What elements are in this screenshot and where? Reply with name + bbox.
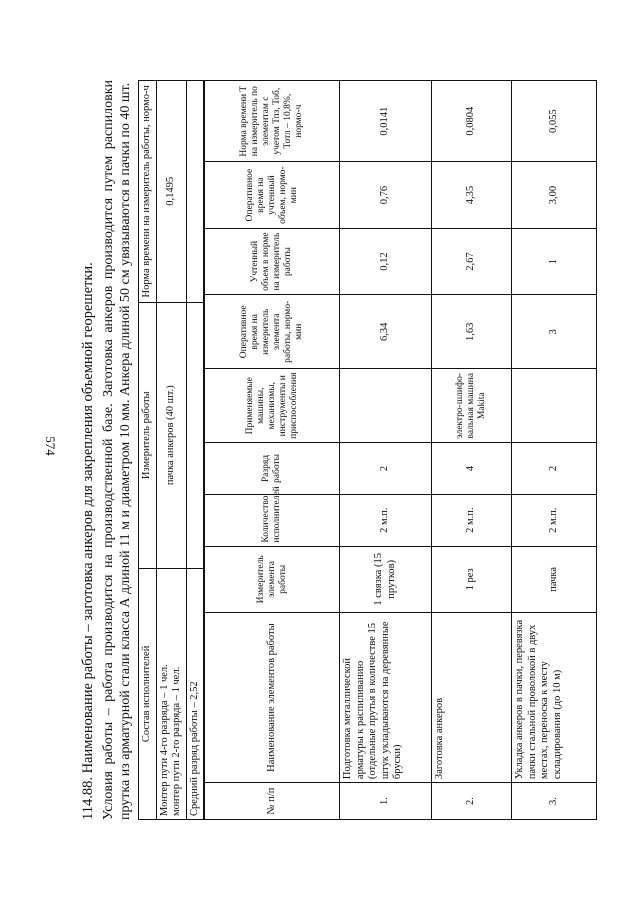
rotated-page-content <box>80 80 563 820</box>
elements-table <box>204 80 597 820</box>
col-header-tools: Применяемые машины, механизмы, инструменты и приспособления <box>205 369 340 443</box>
row-workers: 2 м.п. <box>340 494 432 546</box>
col-header-volume: Учтенный объем в норме на измеритель работы <box>205 228 340 295</box>
col-header-workers: Количество исполнителей <box>205 494 340 546</box>
empty-cell <box>186 81 204 303</box>
row-norm: 0,0804 <box>432 81 512 162</box>
row-num: 3. <box>512 783 597 820</box>
row-grade: 2 <box>512 443 597 495</box>
crew-member: Монтер пути 4-го разряда – 1 чел. <box>158 664 170 816</box>
norm-header: Норма времени на измеритель работы, нормо-ч <box>139 81 157 303</box>
row-grade: 4 <box>432 443 512 495</box>
col-header-norm: Норма времени Т на измеритель по элементам с учетом Тпз, Тоб, Тотл – 10,8%, нормо-ч <box>205 81 340 162</box>
crew-header: Состав исполнителей <box>139 568 157 819</box>
row-volume: 2,67 <box>432 228 512 295</box>
row-tools <box>512 369 597 443</box>
crew-table <box>138 80 204 820</box>
row-op-time-volume: 3,00 <box>512 162 597 229</box>
measure-value: пачка анкеров (40 шт.) <box>156 302 186 568</box>
row-op-time: 6,34 <box>340 295 432 369</box>
row-op-time: 3 <box>512 295 597 369</box>
norm-value: 0,1495 <box>156 81 186 303</box>
empty-cell <box>186 302 204 568</box>
row-tools <box>340 369 432 443</box>
row-op-time-volume: 4,35 <box>432 162 512 229</box>
crew-members <box>156 568 186 819</box>
row-op-time-volume: 0,76 <box>340 162 432 229</box>
col-header-unit: Измеритель элемента работы <box>205 546 340 613</box>
work-conditions: Условия работы – работа производится на производственной базе. Заготовка анкеров производится путем распиловки прутка из арматурной стали класса А длиной 11 м и диаметром 10 мм. Анкера длиной 50 см увязываются в пачки по 40 шт. <box>101 80 133 820</box>
row-norm: 0,055 <box>512 81 597 162</box>
row-workers: 2 м.п. <box>432 494 512 546</box>
row-name: Подготовка металлической арматуры к распиливанию (отдельные прутья в количестве 15 штук укладываются на деревянные бруски) <box>340 613 432 783</box>
row-name: Заготовка анкеров <box>432 613 512 783</box>
table-row <box>512 81 597 820</box>
table-row <box>340 81 432 820</box>
row-volume: 0,12 <box>340 228 432 295</box>
row-norm: 0,0141 <box>340 81 432 162</box>
col-header-num: № п/п <box>205 783 340 820</box>
measure-header: Измеритель работы <box>139 302 157 568</box>
avg-grade: Средний разряд работы – 2,52 <box>186 568 204 819</box>
col-header-grade: Разряд работы <box>205 443 340 495</box>
col-header-op-time: Оперативное время на измеритель элемента работы, нормо-мин <box>205 295 340 369</box>
table-row <box>432 81 512 820</box>
row-num: 2. <box>432 783 512 820</box>
row-unit: пачка <box>512 546 597 613</box>
row-workers: 2 м.п. <box>512 494 597 546</box>
page-number: 574 <box>43 436 58 456</box>
row-volume: 1 <box>512 228 597 295</box>
col-header-op-time-volume: Оперативное время на учтенный объем, нормо-мин <box>205 162 340 229</box>
row-unit: 1 связка (15 прутков) <box>340 546 432 613</box>
row-unit: 1 рез <box>432 546 512 613</box>
row-name: Укладка анкеров в пачки, перевязка пачки стальной проволокой в двух местах, переноска к месту складирования (до 10 м) <box>512 613 597 783</box>
row-op-time: 1,63 <box>432 295 512 369</box>
row-tools: электро-шлифо-вальная машина Makita <box>432 369 512 443</box>
crew-member: монтер пути 2-го разряда – 1 чел. <box>171 666 182 816</box>
work-heading: 114.88. Наименование работы – заготовка анкеров для закрепления объемной георешетки. <box>80 262 96 820</box>
col-header-name: Наименование элементов работы <box>205 613 340 783</box>
row-grade: 2 <box>340 443 432 495</box>
row-num: 1. <box>340 783 432 820</box>
